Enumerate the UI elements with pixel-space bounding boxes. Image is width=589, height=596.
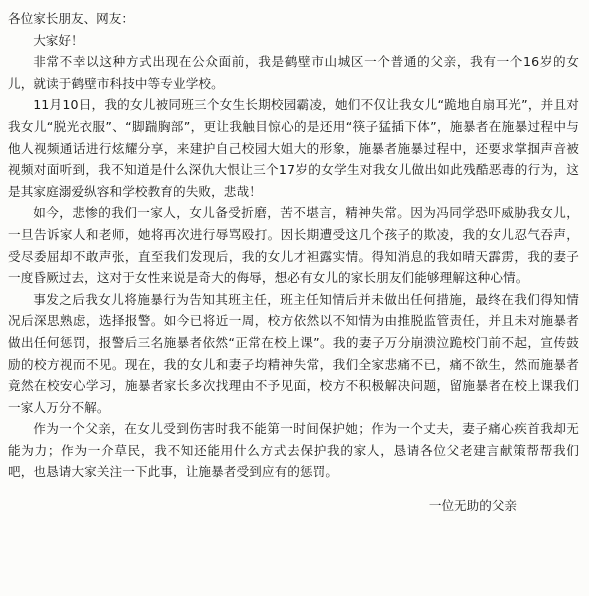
paragraph-school-response: 事发之后我女儿将施暴行为告知其班主任，班主任知情后并未做出任何措施，最终在我们得知情况后深思熟虑，选择报警。如今已将近一周，校方依然以不知情为由推脱监管责任，并且未对施暴者做出任何惩罚，报警后三名施暴者依然“正常在校上课”。我的妻子万分崩溃泣跪校门前不起，宣传鼓励的校方视而不见。现在，我的女儿和妻子均精神失常，我们全家悲痛不已，痛不欲生，然而施暴者竟然在校安心学习，施暴者家长多次找理由不予见面，校方不积极解决问题，留施暴者在校上课我们一家人万分不解。 [8,291,579,415]
paragraph-appeal: 作为一个父亲，在女儿受到伤害时我不能第一时间保护她；作为一个丈夫，妻子痛心疾首我却无能为力；作为一介草民，我不知还能用什么方式去保护我的家人，恳请各位父老建言献策帮帮我们吧，也恳请大家关注一下此事，让施暴者受到应有的惩罚。 [8,421,579,480]
signature: 一位无助的父亲 [428,498,517,514]
salutation: 各位家长朋友、网友： [8,11,134,26]
paragraph-introduction: 非常不幸以这种方式出现在公众面前，我是鹤壁市山城区一个普通的父亲，我有一个16岁的女儿，就读于鹤壁市科技中等专业学校。 [8,54,579,91]
paragraph-family-suffering: 如今，悲惨的我们一家人，女儿备受折磨，苦不堪言，精神失常。因为冯同学恐吓威胁我女儿，一旦告诉家人和老师，她将再次进行辱骂殴打。因长期遭受这几个孩子的欺凌，我的女儿忍气吞声，受尽委屈却不敢声张，直至我们发现后，我的女儿才袒露实情。得知消息的我如晴天霹雳，我的妻子一度昏厥过去，这对于女性来说是奇大的侮辱，想必有女儿的家长朋友们能够理解这种心情。 [8,205,579,286]
paragraph-incident: 11月10日，我的女儿被同班三个女生长期校园霸凌，她们不仅让我女儿“跪地自扇耳光”，并且对我女儿“脱光衣服”、“脚踹胸部”，更让我触目惊心的是还用“筷子猛插下体”，施暴者在施暴过程中与他人视频通话进行炫耀分享，来建护自己校园大姐大的形象，施暴者施暴过程中，还要求掌掴声音被视频对面听到，我不知道是什么深仇大恨让三个17岁的女学生对我女儿做出如此残酷恶毒的行为，这是其家庭溺爱纵容和学校教育的失败，悲哉！ [8,97,579,199]
greeting: 大家好！ [33,32,84,48]
